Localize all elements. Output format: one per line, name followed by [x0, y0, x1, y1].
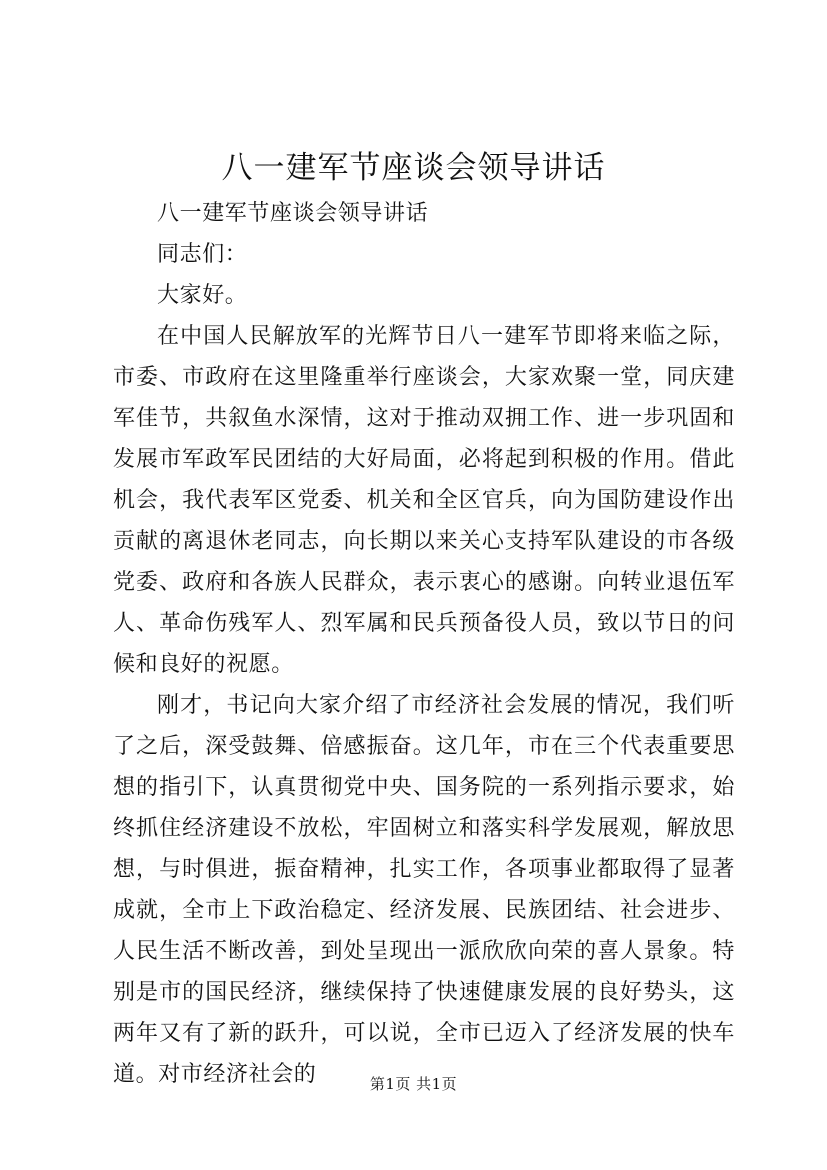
paragraph-salutation: 同志们：: [157, 242, 248, 267]
document-title: 八一建军节座谈会领导讲话: [221, 150, 606, 186]
paragraph-greeting: 大家好。: [157, 283, 248, 308]
paragraph-subtitle: 八一建军节座谈会领导讲话: [157, 201, 429, 226]
page-footer: 第1页 共1页: [369, 1075, 458, 1093]
document-body: [113, 193, 735, 1095]
paragraph-body-1: 在中国人民解放军的光辉节日八一建军节即将来临之际，市委、市政府在这里隆重举行座谈会，大家欢聚一堂，同庆建军佳节，共叙鱼水深情，这对于推动双拥工作、进一步巩固和发展市军政军民团结的大好局面，必将起到积极的作用。借此机会，我代表军区党委、机关和全区官兵，向为国防建设作出贡献的离退休老同志，向长期以来关心支持军队建设的市各级党委、政府和各族人民群众，表示衷心的感谢。向转业退伍军人、革命伤残军人、烈军属和民兵预备役人员，致以节日的问候和良好的祝愿。: [113, 324, 735, 677]
paragraph-body-2: 刚才，书记向大家介绍了市经济社会发展的情况，我们听了之后，深受鼓舞、倍感振奋。这几年，市在三个代表重要思想的指引下，认真贯彻党中央、国务院的一系列指示要求，始终抓住经济建设不放松，牢固树立和落实科学发展观，解放思想，与时俱进，振奋精神，扎实工作，各项事业都取得了显著成就，全市上下政治稳定、经济发展、民族团结、社会进步、人民生活不断改善，到处呈现出一派欣欣向荣的喜人景象。特别是市的国民经济，继续保持了快速健康发展的良好势头，这两年又有了新的跃升，可以说，全市已迈入了经济发展的快车道。对市经济社会的: [113, 693, 735, 1087]
